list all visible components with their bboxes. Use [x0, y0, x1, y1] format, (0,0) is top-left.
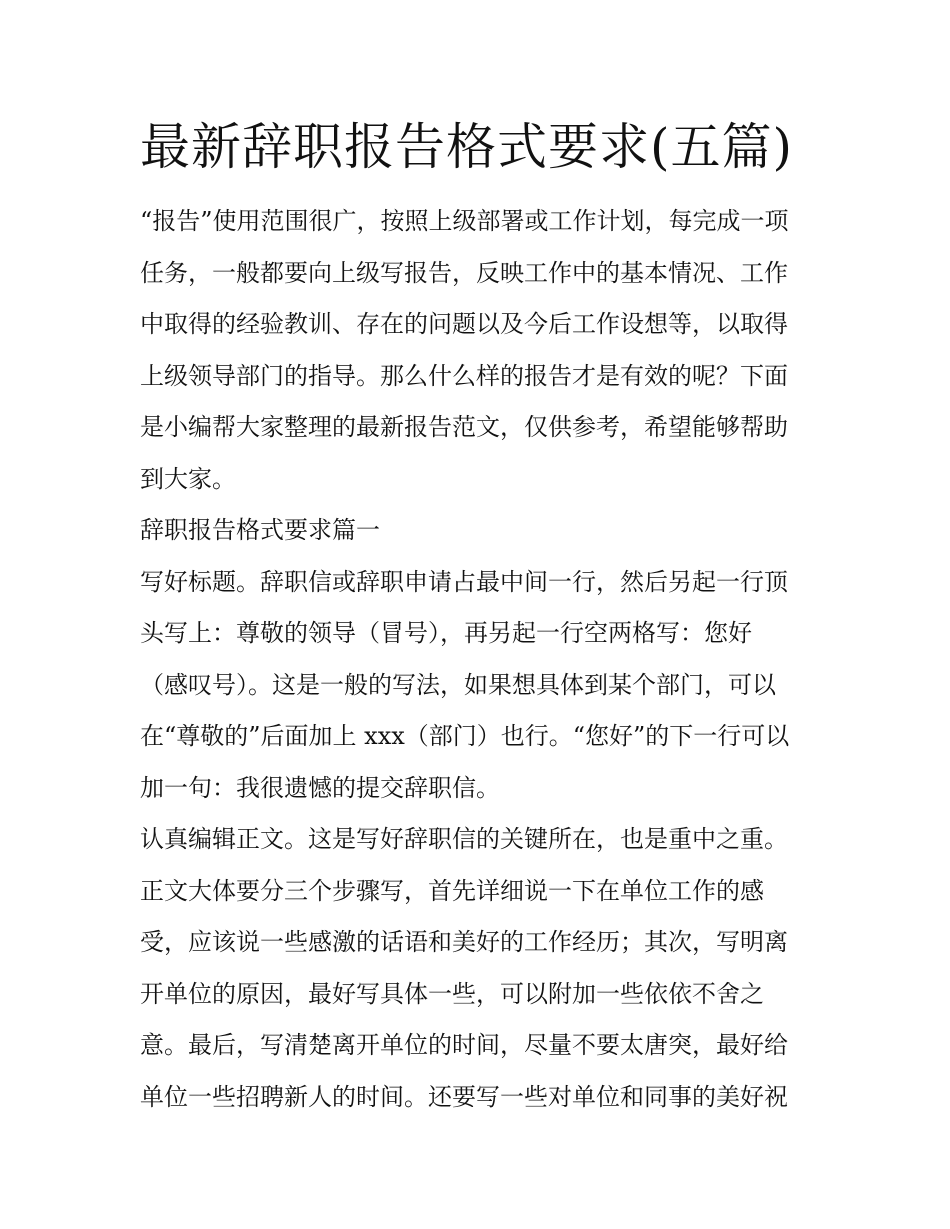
section-heading: 辞职报告格式要求篇一: [140, 516, 380, 544]
text-line: （感叹号）。这是一般的写法，如果想具体到某个部门，可以: [140, 670, 776, 699]
text-line: “报告”使用范围很广，按照上级部署或工作计划，每完成一项: [140, 207, 789, 235]
text-line: 单位一些招聘新人的时间。还要写一些对单位和同事的美好祝: [140, 1082, 788, 1111]
text-line: 到大家。: [140, 464, 236, 493]
text-line: 头写上：尊敬的领导（冒号），再另起一行空两格写：您好: [140, 619, 752, 647]
text-line: 任务，一般都要向上级写报告，反映工作中的基本情况、工作: [140, 258, 788, 287]
text-line: 在“尊敬的”后面加上 xxx（部门）也行。“您好”的下一行可以: [140, 722, 790, 750]
text-line: 上级领导部门的指导。那么什么样的报告才是有效的呢？下面: [140, 361, 788, 390]
text-line: 正文大体要分三个步骤写，首先详细说一下在单位工作的感: [140, 876, 764, 905]
text-line: 加一句：我很遗憾的提交辞职信。: [140, 773, 500, 802]
text-line: 写好标题。辞职信或辞职申请占最中间一行，然后另起一行顶: [140, 567, 788, 596]
text-line: 是小编帮大家整理的最新报告范文，仅供参考，希望能够帮助: [140, 413, 788, 441]
document-title: 最新辞职报告格式要求(五篇): [140, 118, 794, 176]
text-line: 开单位的原因，最好写具体一些，可以附加一些依依不舍之: [140, 979, 764, 1008]
text-line: 认真编辑正文。这是写好辞职信的关键所在，也是重中之重。: [140, 825, 788, 853]
text-line: 受，应该说一些感激的话语和美好的工作经历；其次，写明离: [140, 928, 788, 956]
document-body: [140, 196, 820, 1123]
text-line: 中取得的经验教训、存在的问题以及今后工作设想等，以取得: [140, 310, 788, 338]
text-line: 意。最后，写清楚离开单位的时间，尽量不要太唐突，最好给: [140, 1031, 788, 1059]
